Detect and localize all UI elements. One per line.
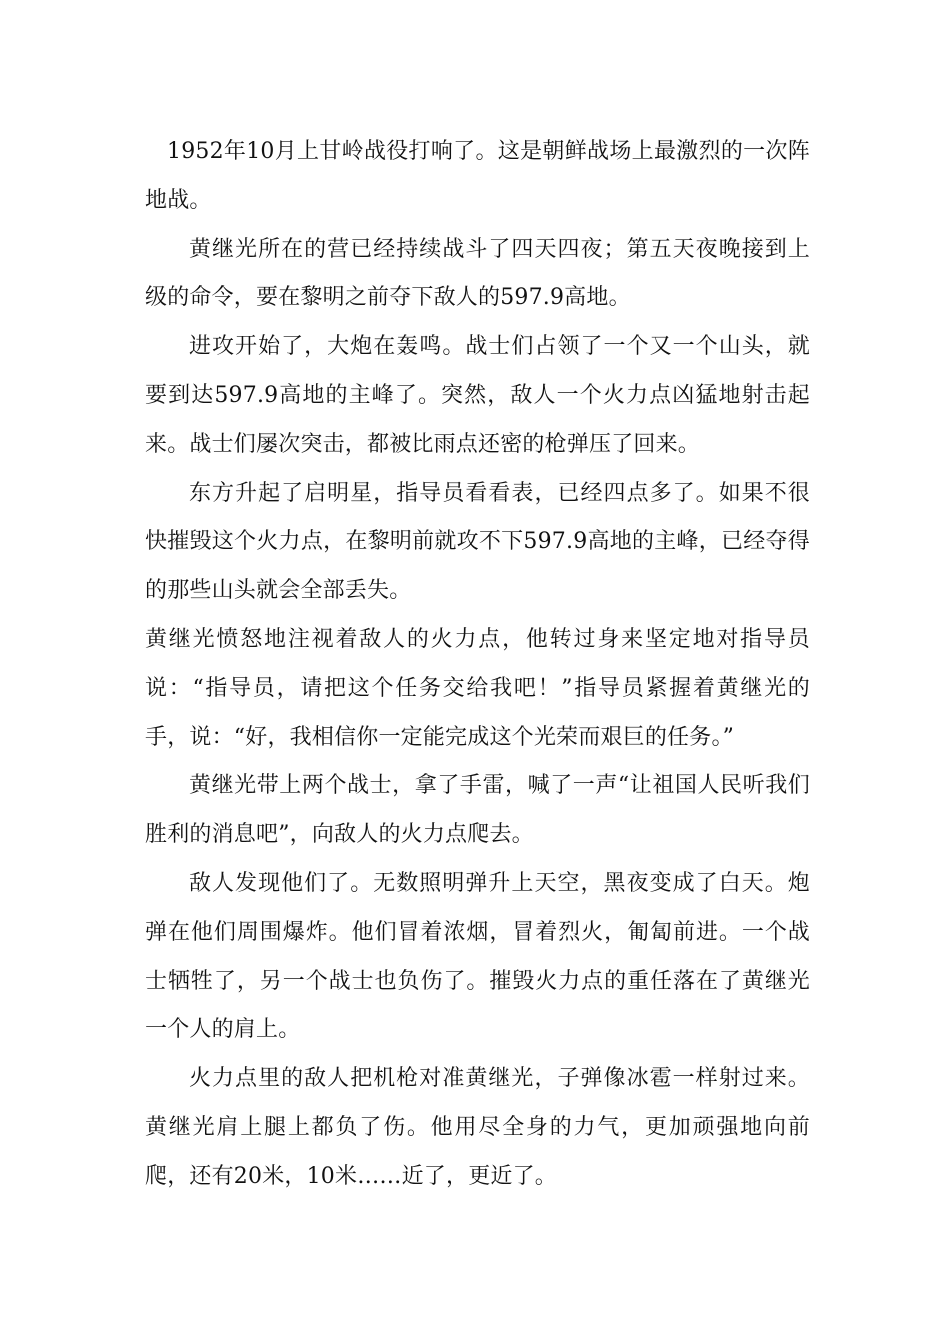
paragraph-5: 黄继光愤怒地注视着敌人的火力点，他转过身来坚定地对指导员说：“指导员，请把这个任务交给我吧！”指导员紧握着黄继光的手，说：“好，我相信你一定能完成这个光荣而艰巨的任务。” [145, 626, 810, 750]
paragraph-6: 黄继光带上两个战士，拿了手雷，喊了一声“让祖国人民听我们胜利的消息吧”，向敌人的火力点爬去。 [145, 773, 810, 848]
paragraph-7: 敌人发现他们了。无数照明弹升上天空，黑夜变成了白天。炮弹在他们周围爆炸。他们冒着浓烟，冒着烈火，匍匐前进。一个战士牺牲了，另一个战士也负伤了。摧毁火力点的重任落在了黄继光一个人的肩上。 [145, 870, 810, 1043]
paragraph-2: 黄继光所在的营已经持续战斗了四天四夜；第五天夜晚接到上级的命令，要在黎明之前夺下敌人的597.9高地。 [145, 236, 810, 311]
paragraph-1: 1952年10月上甘岭战役打响了。这是朝鲜战场上最激烈的一次阵地战。 [145, 139, 810, 213]
paragraph-4: 东方升起了启明星，指导员看看表，已经四点多了。如果不很快摧毁这个火力点，在黎明前就攻不下597.9高地的主峰，已经夺得的那些山头就会全部丢失。 [145, 480, 810, 604]
paragraph-3: 进攻开始了，大炮在轰鸣。战士们占领了一个又一个山头，就要到达597.9高地的主峰了。突然，敌人一个火力点凶猛地射击起来。战士们屡次突击，都被比雨点还密的枪弹压了回来。 [145, 334, 810, 457]
document-body [145, 128, 810, 1202]
paragraph-8: 火力点里的敌人把机枪对准黄继光，子弹像冰雹一样射过来。黄继光肩上腿上都负了伤。他用尽全身的力气，更加顽强地向前爬，还有20米，10米……近了，更近了。 [145, 1066, 810, 1189]
